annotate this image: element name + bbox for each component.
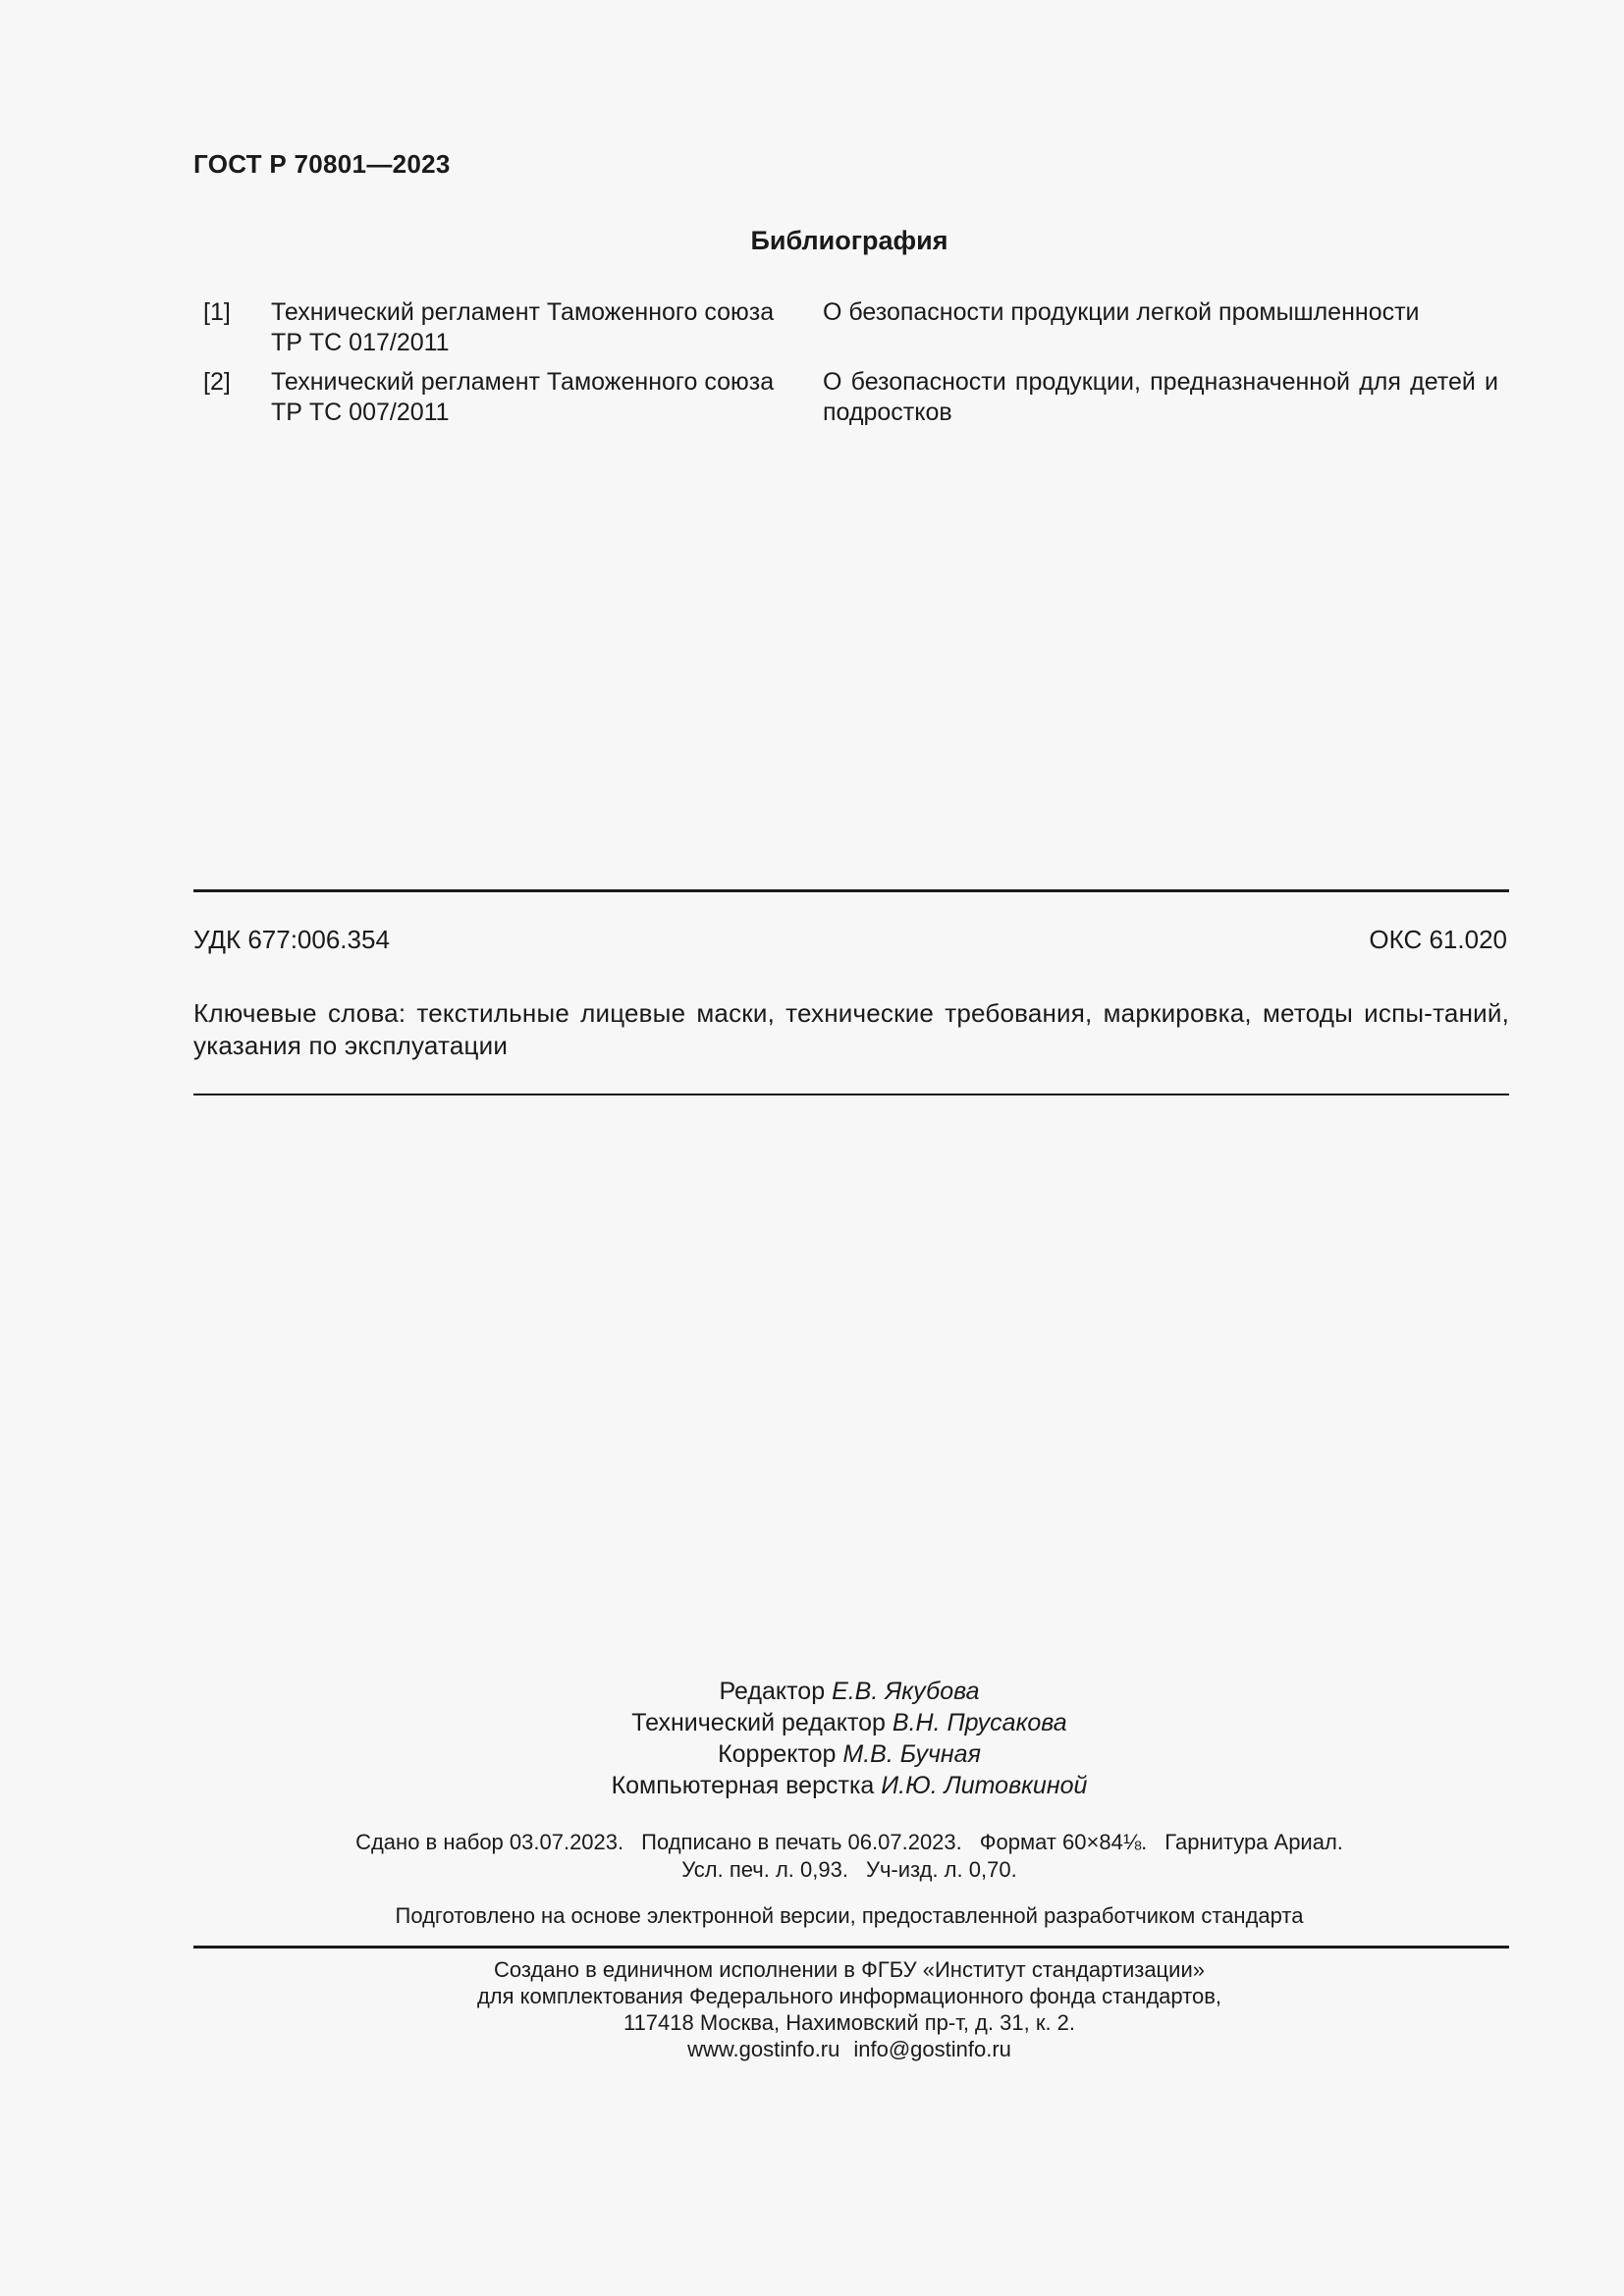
paper-format: Формат 60×84⅛. (979, 1830, 1148, 1854)
submitted-date: Сдано в набор 03.07.2023. (355, 1830, 624, 1854)
credit-role: Корректор (718, 1740, 837, 1768)
credit-name: В.Н. Прусакова (892, 1709, 1067, 1736)
entry-number: [1] (203, 298, 231, 326)
entry-document (271, 297, 801, 358)
credit-name: М.В. Бучная (842, 1740, 981, 1768)
keywords: Ключевые слова: текстильные лицевые маски, технические требования, маркировка, методы испы-таний, указания по эксплуатации (193, 998, 1509, 1060)
email-link[interactable]: info@gostinfo.ru (853, 2037, 1011, 2061)
credit-role: Технический редактор (631, 1709, 886, 1736)
footer-line2: для комплектования Федерального информационного фонда стандартов, (476, 1984, 1222, 2008)
entry-document-code: ТР ТС 007/2011 (271, 399, 450, 426)
footer-address: 117418 Москва, Нахимовский пр-т, д. 31, к. 2. (623, 2010, 1076, 2035)
divider-middle (193, 1094, 1509, 1095)
credit-tech-editor (0, 1707, 1624, 1738)
print-info-line2 (0, 1856, 1624, 1884)
signed-date: Подписано в печать 06.07.2023. (641, 1830, 962, 1854)
standard-code: ГОСТ Р 70801—2023 (193, 149, 451, 179)
credit-name: Е.В. Якубова (832, 1678, 980, 1705)
bibliography-list (193, 297, 1509, 437)
entry-document-title: Технический регламент Таможенного союза (271, 368, 775, 396)
divider-bottom (193, 1946, 1509, 1949)
entry-document-code: ТР ТС 017/2011 (271, 329, 450, 356)
credit-layout (0, 1770, 1624, 1801)
footer-contacts (0, 2036, 1624, 2062)
bibliography-title: Библиография (750, 226, 948, 255)
oks-code: ОКС 61.020 (1369, 925, 1507, 954)
entry-description: О безопасности продукции, предназначенной для детей и подростков (823, 368, 1498, 426)
divider-top (193, 889, 1509, 892)
entry-document-title: Технический регламент Таможенного союза (271, 298, 775, 326)
print-info-line1 (0, 1829, 1624, 1856)
credits (0, 1676, 1624, 1801)
entry-description: О безопасности продукции легкой промышленности (823, 298, 1420, 326)
bibliography-entry (193, 297, 1509, 367)
typeface: Гарнитура Ариал. (1164, 1830, 1343, 1854)
udk-code: УДК 677:006.354 (193, 925, 390, 954)
entry-document (271, 367, 801, 428)
bibliography-entry (193, 367, 1509, 437)
credit-corrector (0, 1738, 1624, 1770)
print-info (0, 1829, 1624, 1884)
website-link[interactable]: www.gostinfo.ru (687, 2037, 840, 2061)
prepared-note: Подготовлено на основе электронной версии, предоставленной разработчиком стандарта (395, 1903, 1304, 1928)
credit-editor (0, 1676, 1624, 1707)
credit-role: Редактор (719, 1678, 826, 1705)
entry-number: [2] (203, 368, 231, 396)
credit-role: Компьютерная верстка (611, 1772, 875, 1799)
credit-name: И.Ю. Литовкиной (881, 1772, 1088, 1799)
printed-sheets: Усл. печ. л. 0,93. (681, 1857, 848, 1882)
footer-line1: Создано в единичном исполнении в ФГБУ «Институт стандартизации» (494, 1957, 1205, 1982)
publisher-footer (0, 1956, 1624, 2062)
publisher-sheets: Уч-изд. л. 0,70. (865, 1857, 1017, 1882)
